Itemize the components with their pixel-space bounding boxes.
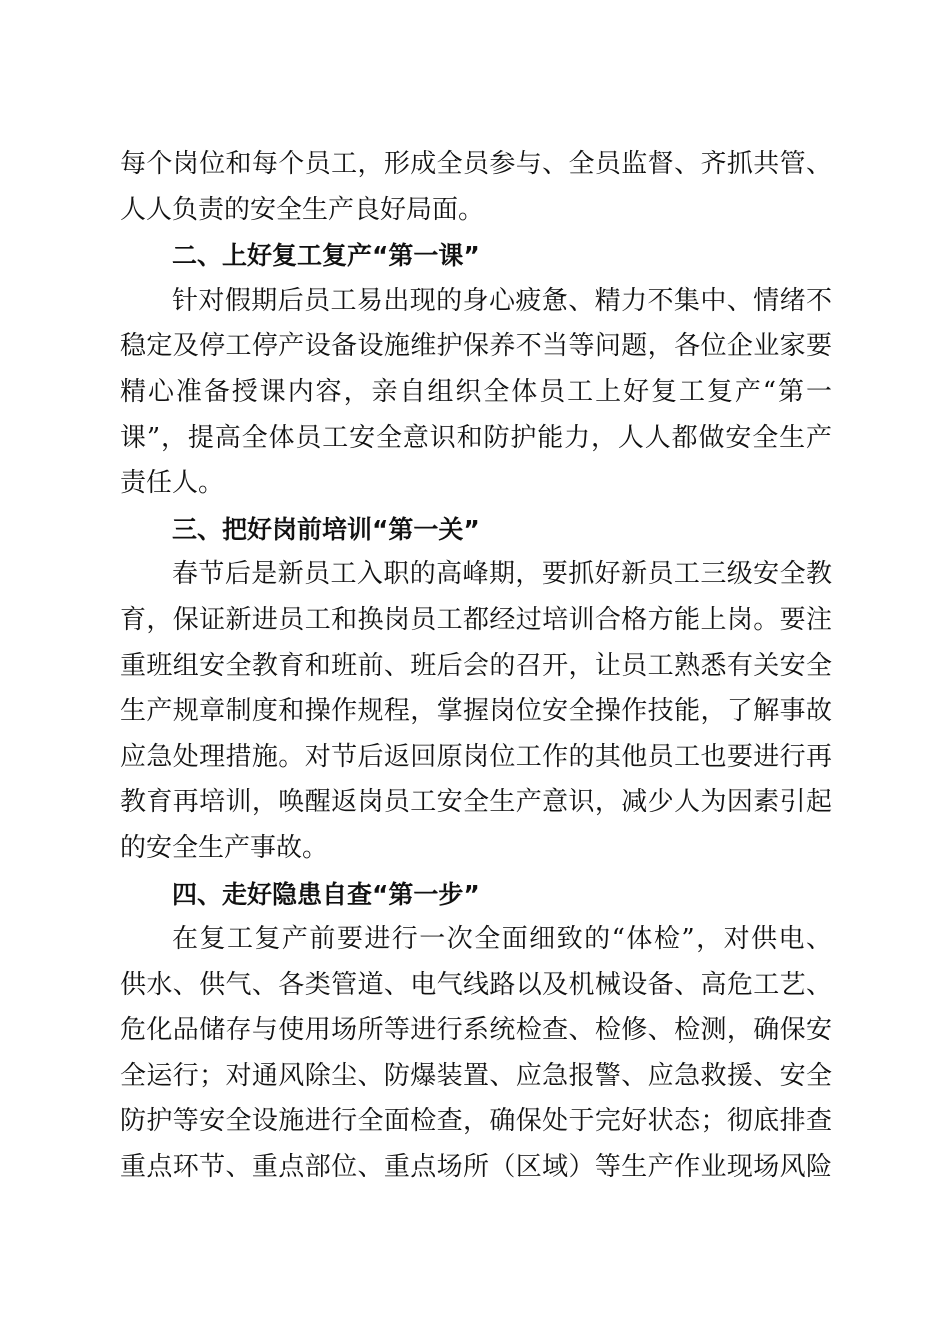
document-body xyxy=(120,142,832,1191)
text-line: 在复工复产前要进行一次全面细致的“体检”，对供电、 xyxy=(172,924,832,955)
text-line: 课”，提高全体员工安全意识和防护能力，人人都做安全生产 xyxy=(120,422,832,453)
text-line: 每个岗位和每个员工，形成全员参与、全员监督、齐抓共管、 xyxy=(120,149,832,179)
text-line: 的安全生产事故。 xyxy=(120,832,329,863)
text-line: 稳定及停工停产设备设施维护保养不当等问题，各位企业家要 xyxy=(120,331,832,362)
text-line: 防护等安全设施进行全面检查，确保处于完好状态；彻底排查 xyxy=(120,1106,832,1137)
paragraph-4 xyxy=(120,917,832,1191)
text-line: 重点环节、重点部位、重点场所（区域）等生产作业现场风险 xyxy=(120,1152,832,1183)
text-line: 春节后是新员工入职的高峰期，要抓好新员工三级安全教 xyxy=(172,559,832,590)
section-heading-3: 三、把好岗前培训“第一关” xyxy=(172,514,480,544)
text-line: 育，保证新进员工和换岗员工都经过培训合格方能上岗。要注 xyxy=(120,604,832,635)
text-line: 针对假期后员工易出现的身心疲惫、精力不集中、情绪不 xyxy=(172,285,832,316)
text-line: 责任人。 xyxy=(120,468,225,499)
text-line: 精心准备授课内容，亲自组织全体员工上好复工复产“第一 xyxy=(120,376,832,407)
section-heading-4: 四、走好隐患自查“第一步” xyxy=(172,879,480,909)
text-line: 人人负责的安全生产良好局面。 xyxy=(120,194,485,225)
paragraph-1 xyxy=(120,142,832,233)
section-heading-2: 二、上好复工复产“第一课” xyxy=(172,241,480,271)
paragraph-2 xyxy=(120,279,832,507)
text-line: 应急处理措施。对节后返回原岗位工作的其他员工也要进行再 xyxy=(120,741,832,772)
paragraph-3 xyxy=(120,552,832,871)
text-line: 全运行；对通风除尘、防爆装置、应急报警、应急救援、安全 xyxy=(120,1060,832,1091)
text-line: 生产规章制度和操作规程，掌握岗位安全操作技能，了解事故 xyxy=(120,696,832,727)
text-line: 危化品储存与使用场所等进行系统检查、检修、检测，确保安 xyxy=(120,1015,832,1046)
text-line: 重班组安全教育和班前、班后会的召开，让员工熟悉有关安全 xyxy=(120,650,832,681)
text-line: 供水、供气、各类管道、电气线路以及机械设备、高危工艺、 xyxy=(120,969,832,1000)
text-line: 教育再培训，唤醒返岗员工安全生产意识，减少人为因素引起 xyxy=(120,787,832,818)
